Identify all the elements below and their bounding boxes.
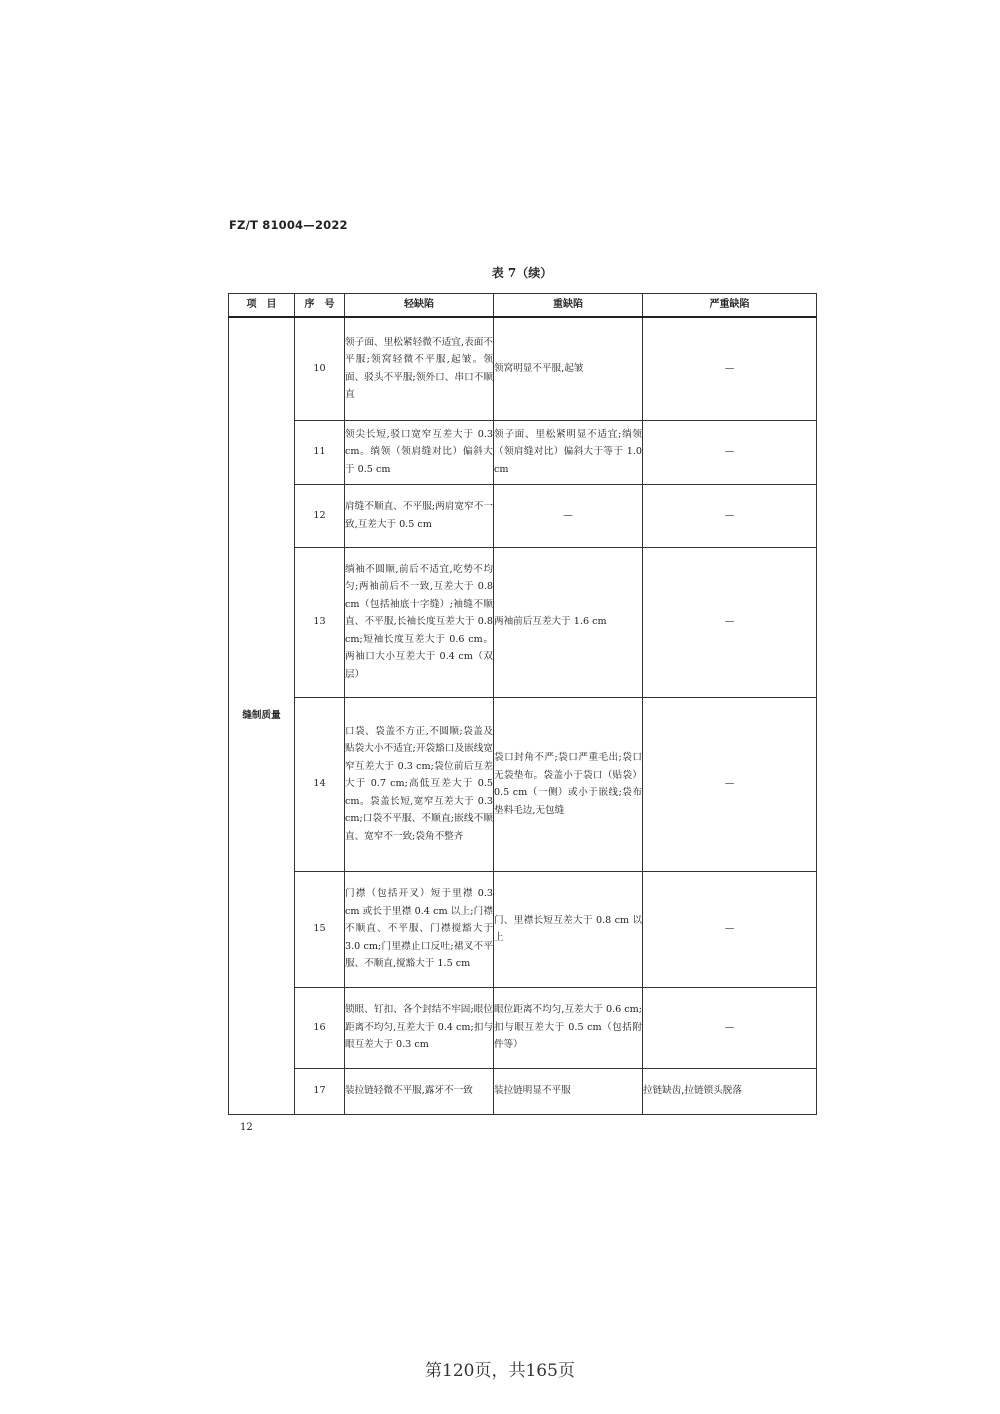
seq-cell: 15 — [295, 871, 345, 987]
light-defect-cell: 装拉链轻微不平服,露牙不一致 — [345, 1068, 494, 1114]
severe-defect-cell: — — [643, 871, 817, 987]
severe-defect-cell: — — [643, 547, 817, 697]
col-header-item: 项 目 — [229, 294, 295, 318]
table-row — [229, 420, 817, 484]
seq-cell: 12 — [295, 484, 345, 547]
heavy-defect-cell: 领子面、里松紧明显不适宜;绱领（领肩缝对比）偏斜大于等于 1.0 cm — [494, 420, 643, 484]
severe-defect-cell: — — [643, 697, 817, 871]
seq-cell: 10 — [295, 317, 345, 420]
heavy-defect-cell: 领窝明显不平服,起皱 — [494, 317, 643, 420]
table-title: 表 7（续） — [491, 266, 553, 280]
standard-code: FZ/T 81004—2022 — [229, 218, 348, 232]
light-defect-cell: 门襟（包括开叉）短于里襟 0.3 cm 或长于里襟 0.4 cm 以上;门襟不顺直、不平服、门襟搅豁大于 3.0 cm;门里襟止口反吐;裙叉不平服、不顺直,搅豁大于 1.5 cm — [345, 871, 494, 987]
table-row — [229, 484, 817, 547]
heavy-defect-cell: 袋口封角不严;袋口严重毛出;袋口无袋垫布。袋盖小于袋口（贴袋）0.5 cm（一侧）或小于嵌线;袋布垫料毛边,无包缝 — [494, 697, 643, 871]
severe-defect-cell: 拉链缺齿,拉链锁头脱落 — [643, 1068, 817, 1114]
table-row — [229, 547, 817, 697]
seq-cell: 14 — [295, 697, 345, 871]
light-defect-cell: 锁眼、钉扣、各个封结不牢固;眼位距离不均匀,互差大于 0.4 cm;扣与眼互差大于 0.3 cm — [345, 987, 494, 1068]
col-header-severe-defect: 严重缺陷 — [643, 294, 817, 318]
heavy-defect-cell: 装拉链明显不平服 — [494, 1068, 643, 1114]
seq-cell: 17 — [295, 1068, 345, 1114]
severe-defect-cell: — — [643, 987, 817, 1068]
table-row — [229, 987, 817, 1068]
light-defect-cell: 领尖长短,驳口宽窄互差大于 0.3 cm。绱领（领肩缝对比）偏斜大于 0.5 cm — [345, 420, 494, 484]
table-header-row — [229, 294, 817, 318]
heavy-defect-cell: — — [494, 484, 643, 547]
col-header-seq: 序 号 — [295, 294, 345, 318]
severe-defect-cell: — — [643, 420, 817, 484]
col-header-light-defect: 轻缺陷 — [345, 294, 494, 318]
col-header-heavy-defect: 重缺陷 — [494, 294, 643, 318]
defect-table — [228, 293, 817, 1115]
table-row — [229, 697, 817, 871]
table-row — [229, 317, 817, 420]
page-footer: 第120页，共165页 — [425, 1361, 575, 1381]
heavy-defect-cell: 门、里襟长短互差大于 0.8 cm 以上 — [494, 871, 643, 987]
severe-defect-cell: — — [643, 317, 817, 420]
light-defect-cell: 口袋、袋盖不方正,不圆顺;袋盖及贴袋大小不适宜;开袋豁口及嵌线宽窄互差大于 0.3 cm;袋位前后互差大于 0.7 cm;高低互差大于 0.5 cm。袋盖长短,宽窄互差大于 0.3 cm;口袋不平服、不顺直;嵌线不顺直、宽窄不一致;袋角不整齐 — [345, 697, 494, 871]
heavy-defect-cell: 两袖前后互差大于 1.6 cm — [494, 547, 643, 697]
light-defect-cell: 肩缝不顺直、不平服;两肩宽窄不一致,互差大于 0.5 cm — [345, 484, 494, 547]
seq-cell: 13 — [295, 547, 345, 697]
seq-cell: 11 — [295, 420, 345, 484]
light-defect-cell: 绱袖不圆顺,前后不适宜,吃势不均匀;两袖前后不一致,互差大于 0.8 cm（包括袖底十字缝）;袖缝不顺直、不平服,长袖长度互差大于 0.8 cm;短袖长度互差大于 0.6 cm。两袖口大小互差大于 0.4 cm（双层） — [345, 547, 494, 697]
table-row — [229, 871, 817, 987]
severe-defect-cell: — — [643, 484, 817, 547]
table-row — [229, 1068, 817, 1114]
seq-cell: 16 — [295, 987, 345, 1068]
page-number: 12 — [240, 1122, 253, 1133]
light-defect-cell: 领子面、里松紧轻微不适宜,表面不平服;领窝轻微不平服,起皱。领面、驳头不平服;领外口、串口不顺直 — [345, 317, 494, 420]
heavy-defect-cell: 眼位距离不均匀,互差大于 0.6 cm;扣与眼互差大于 0.5 cm（包括附件等） — [494, 987, 643, 1068]
category-cell: 缝制质量 — [229, 317, 295, 1114]
